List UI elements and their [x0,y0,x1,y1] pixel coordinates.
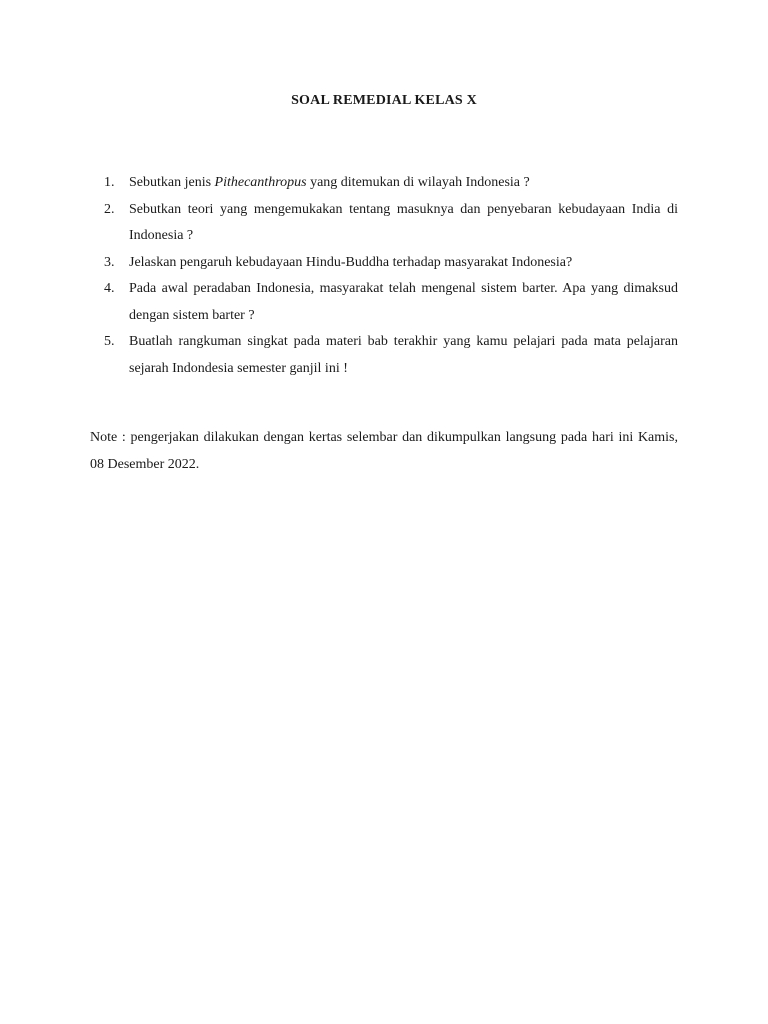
question-number: 4. [104,281,115,296]
question-text-end: yang ditemukan di wilayah Indonesia ? [306,175,530,190]
question-text: Pada awal peradaban Indonesia, masyarakat telah mengenal sistem barter. Apa yang dimaksud dengan sistem barter ? [129,281,678,323]
question-item-4 [90,276,678,329]
question-item-5 [90,329,678,382]
question-number: 2. [104,201,115,217]
question-text-start: Sebutkan jenis [129,175,215,190]
question-item-2 [90,197,678,250]
question-list [90,170,678,382]
question-item-1 [90,170,678,197]
question-item-3 [90,250,678,277]
document-title: SOAL REMEDIAL KELAS X [291,93,477,108]
question-number: 3. [104,254,115,270]
question-text: Jelaskan pengaruh kebudayaan Hindu-Buddha terhadap masyarakat Indonesia? [129,254,573,270]
question-text [129,175,530,190]
question-number: 1. [104,175,115,190]
italic-term: Pithecanthropus [214,175,307,190]
question-number: 5. [104,334,115,349]
question-text: Buatlah rangkuman singkat pada materi bab terakhir yang kamu pelajari pada mata pelajaran sejarah Indondesia semester ganjil ini ! [129,334,678,376]
question-text: Sebutkan teori yang mengemukakan tentang masuknya dan penyebaran kebudayaan India di Indonesia ? [129,201,678,243]
note-paragraph: Note : pengerjakan dilakukan dengan kertas selembar dan dikumpulkan langsung pada hari ini Kamis, 08 Desember 2022. [90,430,678,472]
